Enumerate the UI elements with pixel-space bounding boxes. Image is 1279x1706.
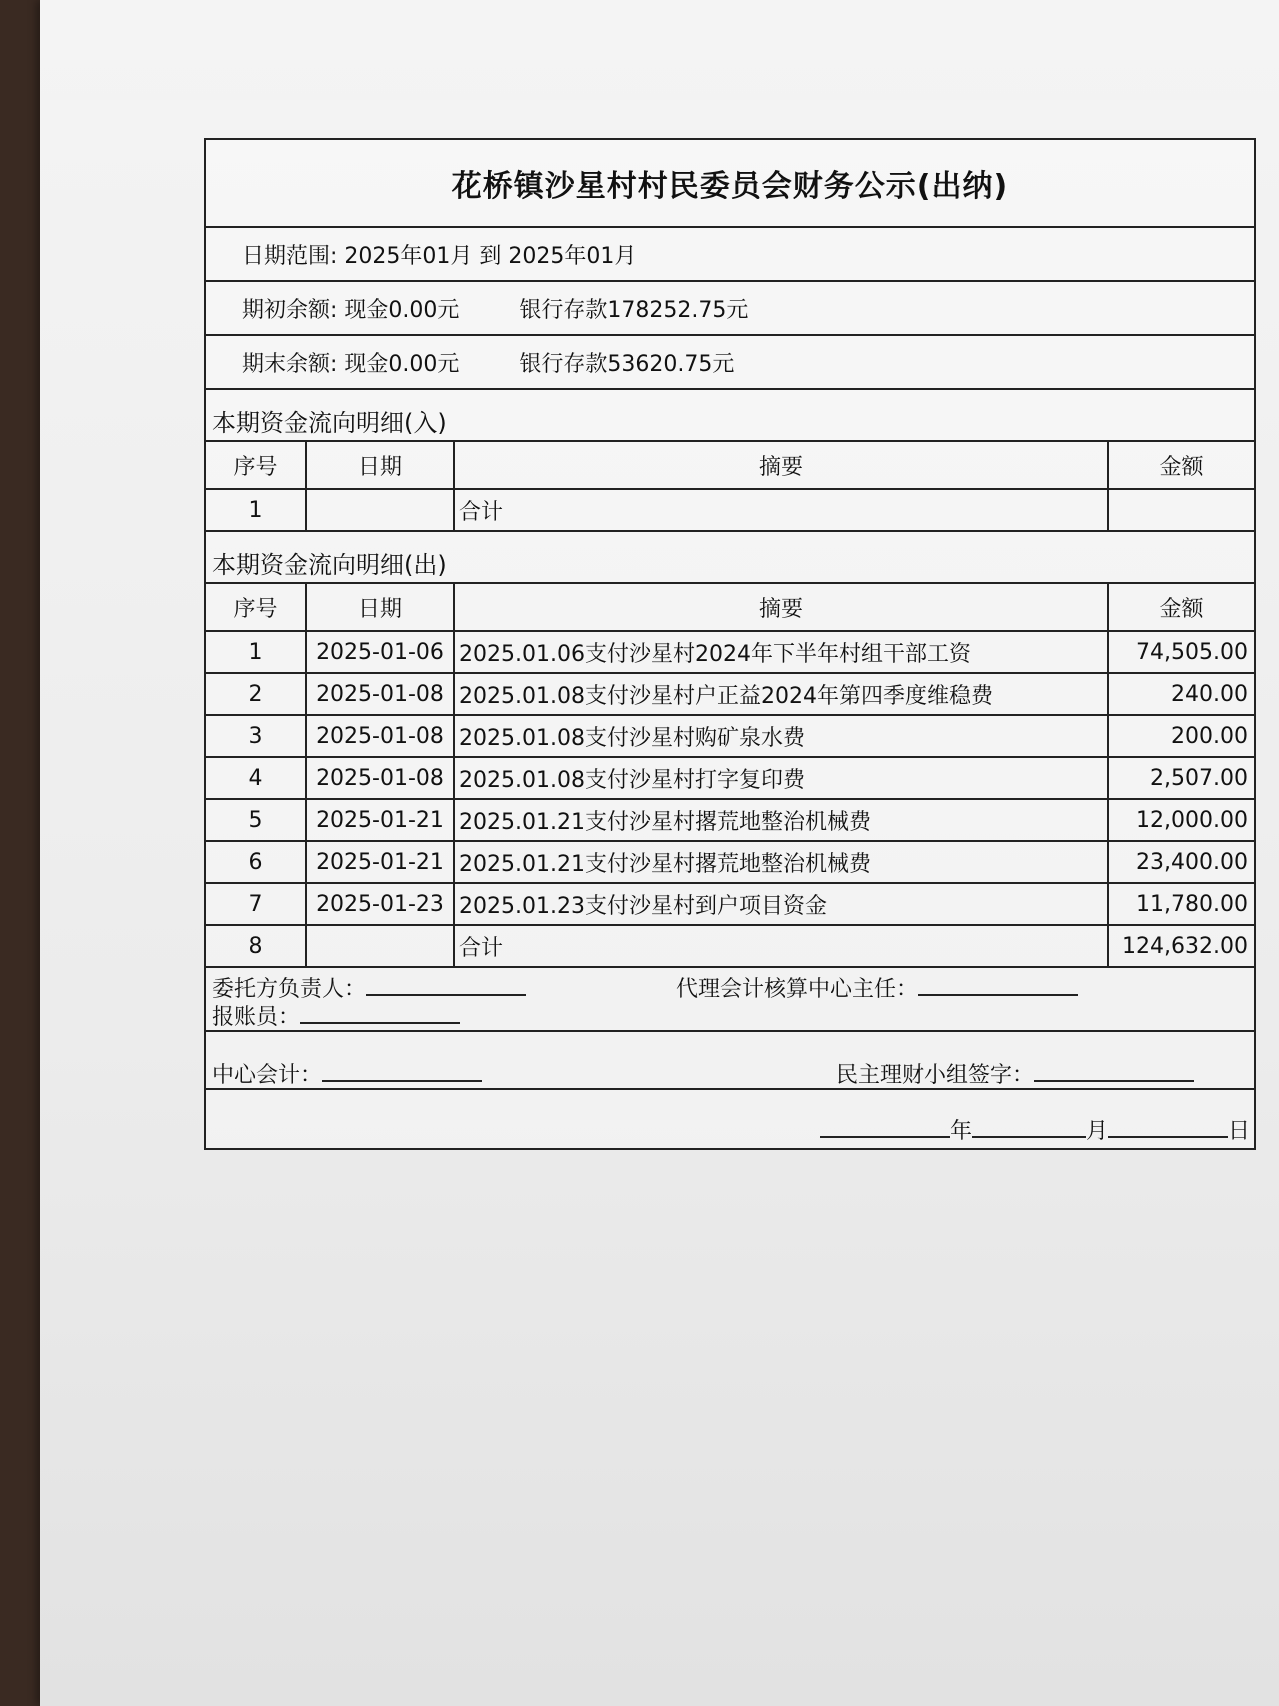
income-header-row [206, 441, 1254, 489]
row-date: 2025-01-21 [306, 799, 454, 841]
income-table [206, 440, 1254, 532]
total-row [206, 925, 1254, 967]
form-title: 花桥镇沙星村村民委员会财务公示(出纳) [206, 140, 1254, 228]
row-summary: 2025.01.21支付沙星村撂荒地整治机械费 [454, 841, 1108, 883]
row-date: 2025-01-08 [306, 757, 454, 799]
date-signature-row [206, 1090, 1254, 1148]
reporter-label: 报账员： [212, 1005, 301, 1030]
closing-bank: 银行存款53620.75元 [519, 351, 735, 377]
month-label: 月 [1085, 1119, 1108, 1144]
table-row [206, 799, 1254, 841]
expense-table [206, 582, 1254, 968]
row-summary: 2025.01.06支付沙星村2024年下半年村组干部工资 [454, 631, 1108, 673]
center-accountant-label: 中心会计： [212, 1063, 323, 1088]
row-amount: 12,000.00 [1108, 799, 1254, 841]
row-summary: 2025.01.08支付沙星村户正益2024年第四季度维稳费 [454, 673, 1108, 715]
table-row [206, 673, 1254, 715]
principal-signature-line[interactable] [366, 976, 526, 996]
center-accountant-signature-line[interactable] [322, 1062, 482, 1082]
row-date: 2025-01-08 [306, 673, 454, 715]
row-amount: 74,505.00 [1108, 631, 1254, 673]
row-no: 1 [206, 631, 306, 673]
row-no: 4 [206, 757, 306, 799]
table-row [206, 841, 1254, 883]
closing-balance-row [206, 336, 1254, 390]
row-amount: 124,632.00 [1108, 925, 1254, 967]
year-blank[interactable] [820, 1118, 950, 1138]
row-date [306, 489, 454, 531]
row-no: 7 [206, 883, 306, 925]
row-summary: 合计 [454, 489, 1108, 531]
principal-label: 委托方负责人： [212, 977, 367, 1002]
row-summary: 2025.01.08支付沙星村打字复印费 [454, 757, 1108, 799]
reporter-signature-line[interactable] [300, 1004, 460, 1024]
row-no: 8 [206, 925, 306, 967]
day-blank[interactable] [1108, 1118, 1228, 1138]
row-amount: 240.00 [1108, 673, 1254, 715]
header-no: 序号 [206, 441, 306, 489]
row-date: 2025-01-23 [306, 883, 454, 925]
opening-bank: 银行存款178252.75元 [519, 297, 749, 323]
header-summary: 摘要 [454, 583, 1108, 631]
table-row [206, 715, 1254, 757]
row-no: 3 [206, 715, 306, 757]
income-section-title: 本期资金流向明细(入) [212, 409, 447, 437]
row-no: 1 [206, 489, 306, 531]
opening-balance-row [206, 282, 1254, 336]
row-no: 2 [206, 673, 306, 715]
table-row [206, 631, 1254, 673]
row-amount [1108, 489, 1254, 531]
row-date [306, 925, 454, 967]
opening-cash: 期初余额: 现金0.00元 [242, 297, 460, 323]
table-row [206, 489, 1254, 531]
row-no: 5 [206, 799, 306, 841]
finance-disclosure-form [204, 138, 1256, 1150]
row-date: 2025-01-08 [306, 715, 454, 757]
row-date: 2025-01-21 [306, 841, 454, 883]
paper-sheet [40, 0, 1279, 1706]
row-amount: 2,507.00 [1108, 757, 1254, 799]
row-no: 6 [206, 841, 306, 883]
row-summary: 2025.01.23支付沙星村到户项目资金 [454, 883, 1108, 925]
expense-header-row [206, 583, 1254, 631]
header-no: 序号 [206, 583, 306, 631]
signature-block-2 [206, 1032, 1254, 1090]
row-summary: 合计 [454, 925, 1108, 967]
table-row [206, 757, 1254, 799]
year-label: 年 [949, 1119, 972, 1144]
day-label: 日 [1227, 1119, 1250, 1144]
header-summary: 摘要 [454, 441, 1108, 489]
header-date: 日期 [306, 583, 454, 631]
header-amount: 金额 [1108, 583, 1254, 631]
signature-block-1 [206, 968, 1254, 1032]
date-range-row [206, 228, 1254, 282]
democratic-group-signature-line[interactable] [1034, 1062, 1194, 1082]
center-director-label: 代理会计核算中心主任： [676, 977, 919, 1002]
header-date: 日期 [306, 441, 454, 489]
row-amount: 200.00 [1108, 715, 1254, 757]
row-summary: 2025.01.08支付沙星村购矿泉水费 [454, 715, 1108, 757]
table-row [206, 883, 1254, 925]
row-amount: 23,400.00 [1108, 841, 1254, 883]
date-range: 日期范围: 2025年01月 到 2025年01月 [242, 243, 637, 269]
expense-section-title: 本期资金流向明细(出) [212, 551, 447, 579]
row-amount: 11,780.00 [1108, 883, 1254, 925]
democratic-group-label: 民主理财小组签字： [836, 1063, 1035, 1088]
closing-cash: 期末余额: 现金0.00元 [242, 351, 460, 377]
row-date: 2025-01-06 [306, 631, 454, 673]
center-director-signature-line[interactable] [918, 976, 1078, 996]
row-summary: 2025.01.21支付沙星村撂荒地整治机械费 [454, 799, 1108, 841]
month-blank[interactable] [972, 1118, 1086, 1138]
header-amount: 金额 [1108, 441, 1254, 489]
